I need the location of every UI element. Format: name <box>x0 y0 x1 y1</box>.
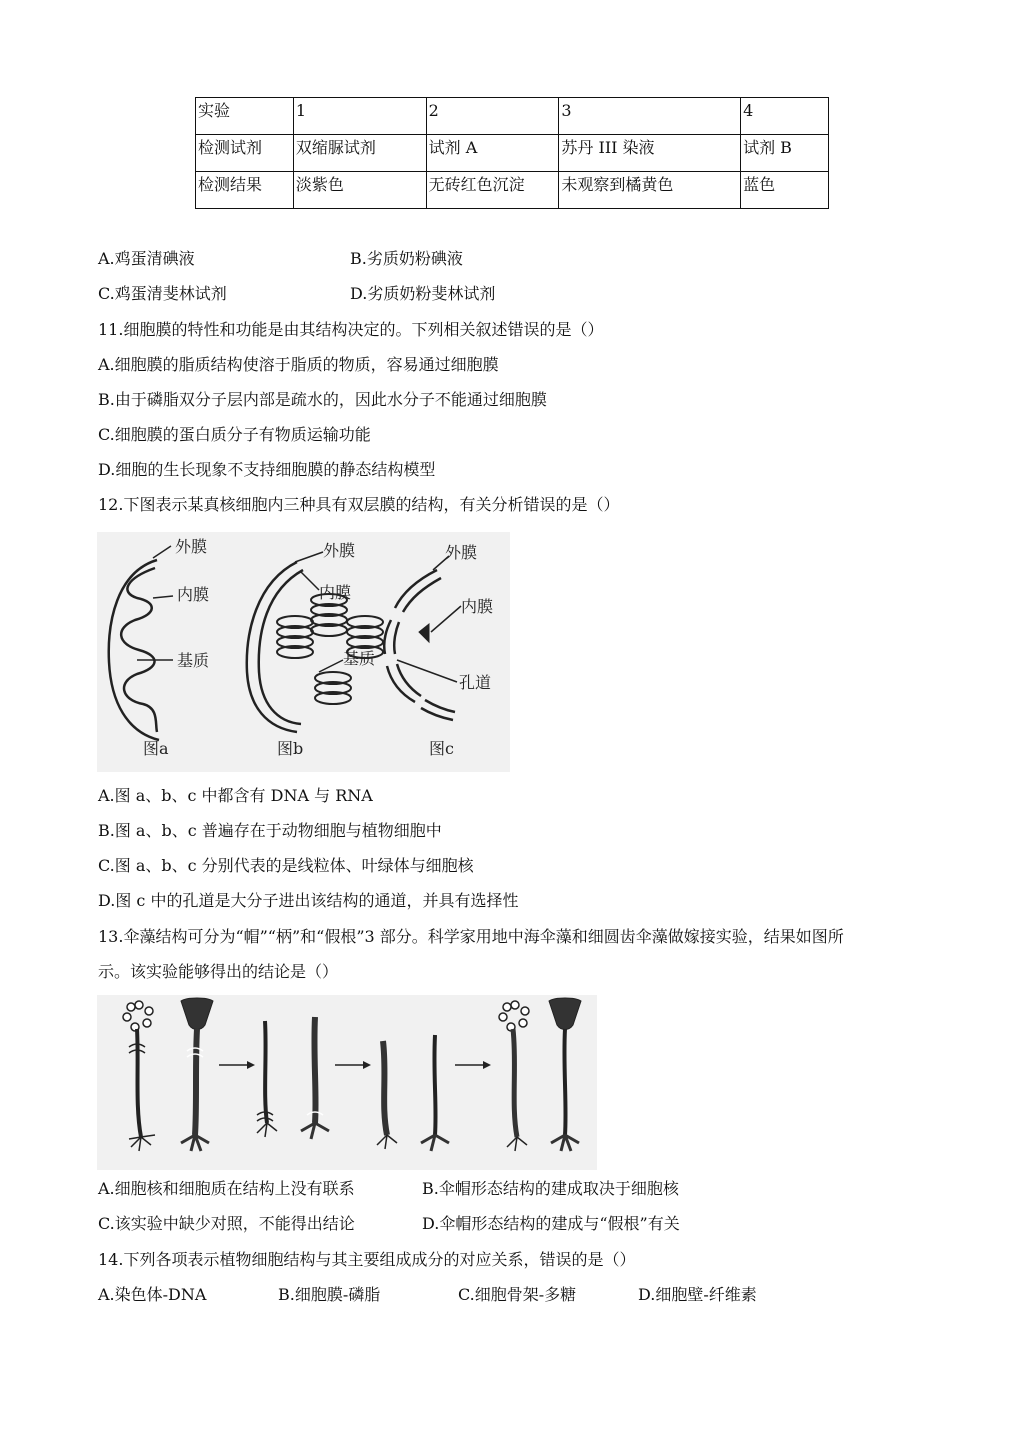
fig-a-inner-label: 内膜 <box>177 585 210 604</box>
q13-stem-line1: 13.伞藻结构可分为“帽”“柄”和“假根”3 部分。科学家用地中海伞藻和细圆齿伞藻做嫁接实验，结果如图所 <box>98 927 844 946</box>
q12-option-b: B.图 a、b、c 普遍存在于动物细胞与植物细胞中 <box>98 821 442 840</box>
q11-option-b: B.由于磷脂双分子层内部是疏水的，因此水分子不能通过细胞膜 <box>98 390 547 409</box>
fig-b-caption: 图b <box>277 739 304 758</box>
q12-option-a: A.图 a、b、c 中都含有 DNA 与 RNA <box>98 786 373 805</box>
q11-stem: 11.细胞膜的特性和功能是由其结构决定的。下列相关叙述错误的是（） <box>98 320 604 339</box>
fig-c-caption: 图c <box>429 739 454 758</box>
table-cell: 未观察到橘黄色 <box>559 172 741 209</box>
q10-option-a: A.鸡蛋清碘液 <box>98 249 195 268</box>
q11-option-c: C.细胞膜的蛋白质分子有物质运输功能 <box>98 425 371 444</box>
table-row <box>196 135 829 172</box>
table-cell: 检测结果 <box>196 172 294 209</box>
acetabularia-figure <box>97 995 597 1170</box>
stalk-h <box>564 1029 565 1135</box>
figure-b <box>247 552 383 732</box>
outer-membrane-c <box>395 570 437 608</box>
q12-option-d: D.图 c 中的孔道是大分子进出该结构的通道，并具有选择性 <box>98 891 519 910</box>
stalk-g <box>513 1029 517 1137</box>
q13-option-d: D.伞帽形态结构的建成与“假根”有关 <box>422 1214 680 1233</box>
q13-option-b: B.伞帽形态结构的建成取决于细胞核 <box>422 1179 679 1198</box>
fig-c-inner-label: 内膜 <box>461 597 494 616</box>
stalk-c <box>265 1021 267 1123</box>
stalk-b <box>195 1029 197 1135</box>
q10-option-c: C.鸡蛋清斐林试剂 <box>98 284 227 303</box>
table-cell: 实验 <box>196 98 294 135</box>
table-cell: 双缩脲试剂 <box>293 135 426 172</box>
stalk-e <box>383 1041 387 1135</box>
inner-membrane-a <box>121 568 157 732</box>
fig-a-outer-label: 外膜 <box>175 537 208 556</box>
fig-b-inner-label: 内膜 <box>319 583 352 602</box>
grana-stack-1 <box>277 616 313 658</box>
table-cell: 2 <box>426 98 559 135</box>
fig-b-outer-label: 外膜 <box>323 541 356 560</box>
q13-option-c: C.该实验中缺少对照，不能得出结论 <box>98 1214 355 1233</box>
figure-c <box>384 556 461 720</box>
q14-option-c: C.细胞骨架-多糖 <box>458 1285 577 1304</box>
fig-a-matrix-label: 基质 <box>177 651 210 670</box>
stalk-d <box>314 1017 315 1123</box>
table-cell: 蓝色 <box>741 172 829 209</box>
q10-option-d: D.劣质奶粉斐林试剂 <box>350 284 496 303</box>
nucleolus-mark <box>419 624 429 642</box>
table-row <box>196 98 829 135</box>
table-row <box>196 172 829 209</box>
fig-c-pore-label: 孔道 <box>459 673 492 692</box>
table-cell: 3 <box>559 98 741 135</box>
table-cell: 无砖红色沉淀 <box>426 172 559 209</box>
funnel-cap-icon <box>181 998 213 1030</box>
grafting-diagram <box>97 995 597 1170</box>
table-cell: 检测试剂 <box>196 135 294 172</box>
table-cell: 试剂 B <box>741 135 829 172</box>
table-cell: 4 <box>741 98 829 135</box>
fig-a-caption: 图a <box>143 739 169 758</box>
rhizoid-b <box>181 1135 209 1151</box>
table-cell: 试剂 A <box>426 135 559 172</box>
organelle-figure <box>97 532 510 772</box>
q11-option-a: A.细胞膜的脂质结构使溶于脂质的物质，容易通过细胞膜 <box>98 355 499 374</box>
q14-stem: 14.下列各项表示植物细胞结构与其主要组成成分的对应关系，错误的是（） <box>98 1250 636 1269</box>
experiment-table <box>195 97 829 209</box>
outer-membrane-a <box>109 560 159 740</box>
q10-option-b: B.劣质奶粉碘液 <box>350 249 463 268</box>
petal-cap-icon <box>123 1001 153 1031</box>
table-cell: 1 <box>293 98 426 135</box>
q14-option-a: A.染色体-DNA <box>98 1285 207 1304</box>
stalk-f <box>434 1035 435 1135</box>
q14-option-b: B.细胞膜-磷脂 <box>278 1285 381 1304</box>
grana-stack-4 <box>315 672 351 704</box>
fig-c-outer-label: 外膜 <box>445 543 478 562</box>
q11-option-d: D.细胞的生长现象不支持细胞膜的静态结构模型 <box>98 460 436 479</box>
q12-stem: 12.下图表示某真核细胞内三种具有双层膜的结构，有关分析错误的是（） <box>98 495 620 514</box>
q14-option-d: D.细胞壁-纤维素 <box>638 1285 757 1304</box>
q13-option-a: A.细胞核和细胞质在结构上没有联系 <box>98 1179 355 1198</box>
organelle-diagram <box>97 532 510 772</box>
rhizoid-a <box>129 1135 155 1151</box>
arrow-head-icon <box>247 1061 255 1069</box>
q12-option-c: C.图 a、b、c 分别代表的是线粒体、叶绿体与细胞核 <box>98 856 474 875</box>
q13-stem-line2: 示。该实验能够得出的结论是（） <box>98 962 339 981</box>
fig-b-matrix-label: 基质 <box>343 649 376 668</box>
table-cell: 淡紫色 <box>293 172 426 209</box>
figure-a <box>109 546 173 740</box>
table-cell: 苏丹 III 染液 <box>559 135 741 172</box>
